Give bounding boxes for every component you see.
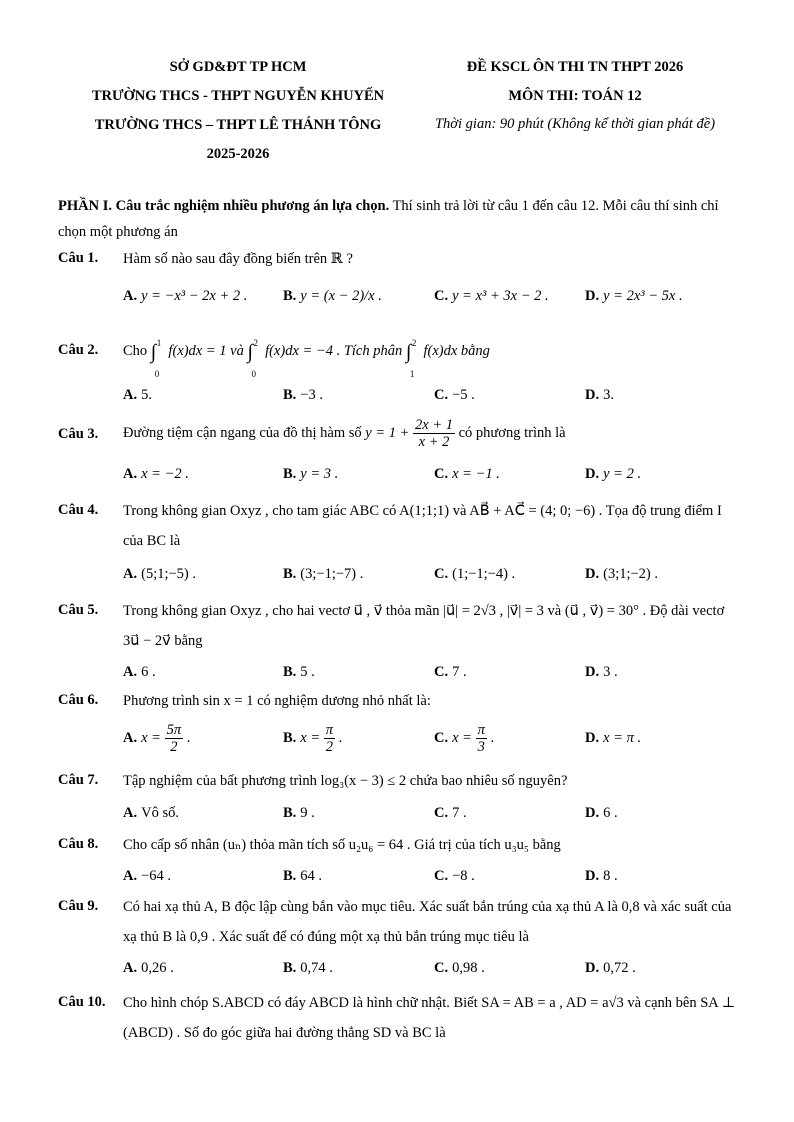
question-text: Trong không gian Oxyz , cho tam giác ABC có A(1;1;1) và AB⃗ + AC⃗ = (4; 0; −6) . Tọa độ trung điểm I của BC là xyxy=(123,503,722,549)
question-label: Câu 8. xyxy=(58,836,99,852)
header-school-1: TRƯỜNG THCS - THPT NGUYỄN KHUYẾN xyxy=(91,88,385,104)
section-intro xyxy=(58,193,742,245)
question-label: Câu 3. xyxy=(58,426,99,442)
option-b[interactable]: B. y = (x − 2)/x . xyxy=(283,288,382,304)
question-text: Hàm số nào sau đây đồng biến trên ℝ ? xyxy=(123,251,353,267)
option-d[interactable]: D. x = π . xyxy=(585,730,642,746)
option-a[interactable]: A. −64 . xyxy=(123,868,172,884)
option-c[interactable]: C. x = −1 . xyxy=(434,466,500,482)
option-d[interactable]: D. y = 2x³ − 5x . xyxy=(585,288,683,304)
option-c[interactable]: C. (1;−1;−4) . xyxy=(434,566,516,582)
question-text: Tập nghiệm của bất phương trình log₃(x − 3) ≤ 2 chứa bao nhiêu số nguyên? xyxy=(123,773,568,789)
option-a[interactable]: A. Vô số. xyxy=(123,805,179,821)
exam-time: Thời gian: 90 phút (Không kể thời gian phát đề) xyxy=(434,116,716,132)
question-label: Câu 9. xyxy=(58,898,99,914)
option-b[interactable]: B. 9 . xyxy=(283,805,315,821)
option-d[interactable]: D. (3;1;−2) . xyxy=(585,566,659,582)
section-title: PHẦN I. Câu trắc nghiệm nhiều phương án lựa chọn. xyxy=(58,198,390,214)
option-a[interactable]: A. x = −2 . xyxy=(123,466,189,482)
fraction: $\frac{2x + 1}{x + 2}$ xyxy=(415,417,453,450)
option-d[interactable]: D. 0,72 . xyxy=(585,960,636,976)
question-label: Câu 1. xyxy=(58,250,99,266)
question-text: Cho ∫ 1 0 f(x)dx = 1 và ∫ 2 0 f(x)dx = −4 . Tích phân ∫ 2 1 f(x)dx bằng xyxy=(123,337,490,379)
option-a[interactable]: A. 6 . xyxy=(123,664,156,680)
exam-title: ĐỀ KSCL ÔN THI TN THPT 2026 xyxy=(466,59,684,75)
option-a[interactable]: A. (5;1;−5) . xyxy=(123,566,197,582)
option-c[interactable]: C. −5 . xyxy=(434,387,475,403)
option-b[interactable]: B. 0,74 . xyxy=(283,960,333,976)
question-label: Câu 2. xyxy=(58,342,99,358)
option-d[interactable]: D. 6 . xyxy=(585,805,618,821)
option-b[interactable]: B. (3;−1;−7) . xyxy=(283,566,364,582)
header-department: SỞ GD&ĐT TP HCM xyxy=(169,59,307,75)
header-left xyxy=(58,53,418,169)
section-instructions: Thí sinh trả lời từ câu 1 đến câu 12. Mỗi câu thí sinh chỉ chọn một phương án xyxy=(58,198,719,240)
question-text: Đường tiệm cận ngang của đồ thị hàm số y = 1 + $\frac{2x + 1}{x + 2}$ có phương trình là xyxy=(123,417,566,450)
option-b[interactable]: B. −3 . xyxy=(283,387,323,403)
header-year: 2025-2026 xyxy=(206,146,270,162)
option-a[interactable]: A. 0,26 . xyxy=(123,960,174,976)
integral-sign: ∫ 1 0 xyxy=(150,337,162,379)
option-b[interactable]: B. 5 . xyxy=(283,664,315,680)
question-text: Cho hình chóp S.ABCD có đáy ABCD là hình chữ nhật. Biết SA = AB = a , AD = a√3 và cạnh bên SA ⊥ (ABCD) . Số đo góc giữa hai đường thẳng SD và BC là xyxy=(123,995,736,1041)
option-b[interactable]: B. 64 . xyxy=(283,868,323,884)
option-c[interactable]: C. 0,98 . xyxy=(434,960,485,976)
option-c[interactable]: C. 7 . xyxy=(434,805,467,821)
question-text: Có hai xạ thủ A, B độc lập cùng bắn vào mục tiêu. Xác suất bắn trúng của xạ thủ A là 0,8 và xác suất của xạ thủ B là 0,9 . Xác suất để có đúng một xạ thủ bắn trúng mục tiêu là xyxy=(123,899,732,945)
option-c[interactable]: C. 7 . xyxy=(434,664,467,680)
option-d[interactable]: D. 8 . xyxy=(585,868,618,884)
option-c[interactable]: C. −8 . xyxy=(434,868,475,884)
option-d[interactable]: D. y = 2 . xyxy=(585,466,642,482)
header-school-2: TRƯỜNG THCS – THPT LÊ THÁNH TÔNG xyxy=(94,117,382,133)
option-c[interactable]: C. x = $\frac{\pi}{3}$ . xyxy=(434,722,495,755)
option-a[interactable]: A. y = −x³ − 2x + 2 . xyxy=(123,288,248,304)
question-text: Trong không gian Oxyz , cho hai vectơ u⃗ , v⃗ thỏa mãn |u⃗| = 2√3 , |v⃗| = 3 và (u⃗ , v⃗) = 30° . Độ dài vectơ 3u⃗ − 2v⃗ bằng xyxy=(123,603,725,649)
option-b[interactable]: B. y = 3 . xyxy=(283,466,339,482)
question-label: Câu 6. xyxy=(58,692,99,708)
option-b[interactable]: B. x = $\frac{\pi}{2}$ . xyxy=(283,722,343,755)
option-a[interactable]: A. x = $\frac{5\pi}{2}$ . xyxy=(123,722,191,755)
option-d[interactable]: D. 3 . xyxy=(585,664,618,680)
question-text: Cho cấp số nhân (uₙ) thỏa mãn tích số u₂u₆ = 64 . Giá trị của tích u₃u₅ bằng xyxy=(123,837,561,853)
question-text: Phương trình sin x = 1 có nghiệm dương nhỏ nhất là: xyxy=(123,693,431,709)
question-label: Câu 10. xyxy=(58,994,106,1010)
question-label: Câu 7. xyxy=(58,772,99,788)
question-label: Câu 4. xyxy=(58,502,99,518)
integral-sign: ∫ 2 0 xyxy=(247,337,258,379)
option-c[interactable]: C. y = x³ + 3x − 2 . xyxy=(434,288,549,304)
option-d[interactable]: D. 3. xyxy=(585,387,614,403)
header-right xyxy=(420,53,730,136)
question-label: Câu 5. xyxy=(58,602,99,618)
exam-subject: MÔN THI: TOÁN 12 xyxy=(508,88,642,104)
option-a[interactable]: A. 5. xyxy=(123,387,152,403)
integral-sign: ∫ 2 1 xyxy=(405,337,417,379)
